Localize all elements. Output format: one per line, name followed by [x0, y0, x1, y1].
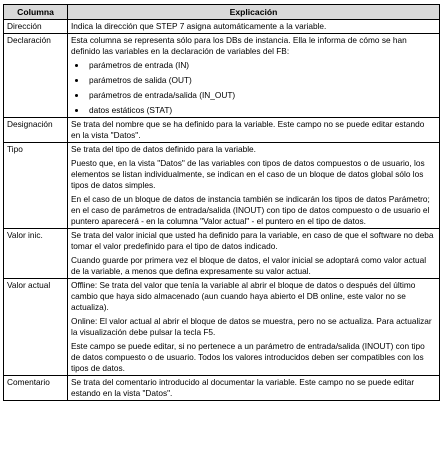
description-paragraph: Se trata del valor inicial que usted ha definido para la variable, en caso de que el software no deba tomar el valor predefinido para el tipo de datos indicado.: [71, 230, 434, 251]
list-item: parámetros de salida (OUT): [71, 75, 435, 86]
header-columna: Columna: [4, 5, 68, 20]
table-row: [4, 229, 440, 279]
description-paragraph: Indica la dirección que STEP 7 asigna automáticamente a la variable.: [71, 21, 327, 31]
row-term: Tipo: [4, 143, 68, 229]
row-description: [68, 143, 440, 229]
row-description: [68, 229, 440, 279]
table-row: [4, 143, 440, 229]
description-paragraph: Offline: Se trata del valor que tenía la variable al abrir el bloque de datos o después del último cambio que haya sido almacenado (aun cuando haya abierto el DB online, este valor no se actualiza).: [71, 280, 416, 312]
description-paragraph: Esta columna se representa sólo para los DBs de instancia. Ella le informa de cómo se han definido las variables en la declaración de variables del FB:: [71, 35, 407, 56]
description-paragraph: Cuando guarde por primera vez el bloque de datos, el valor inicial se adoptará como valor actual de la variable, a menos que defina expresamente su valor actual.: [71, 255, 427, 276]
header-explicacion: Explicación: [68, 5, 440, 20]
list-item: datos estáticos (STAT): [71, 105, 435, 116]
variables-table: [3, 4, 440, 401]
row-term: Comentario: [4, 376, 68, 401]
description-paragraph: Puesto que, en la vista "Datos" de las variables con tipos de datos compuestos o de usuario, los elementos se listan individualmente, se indican en el caso de un bloque de datos global sólo los tipos de datos simples.: [71, 158, 425, 190]
description-paragraph: Se trata del nombre que se ha definido para la variable. Este campo no se puede editar estando en la vista "Datos".: [71, 119, 425, 140]
row-description: [68, 34, 440, 118]
table-header-row: [4, 5, 440, 20]
description-paragraph: Online: El valor actual al abrir el bloque de datos se muestra, pero no se actualiza. Para actualizar la visualización debe pulsar la tecla F5.: [71, 316, 432, 337]
row-description: [68, 20, 440, 34]
row-term: Valor inic.: [4, 229, 68, 279]
description-paragraph: En el caso de un bloque de datos de instancia también se indicarán los tipos de datos Parámetro; en el caso de parámetros de entrada/salida (INOUT) con tipo de datos compuesto o de usuario el puntero aparecerá - en la columna "Valor actual" - el puntero en el tipo de datos.: [71, 194, 430, 226]
table-row: [4, 376, 440, 401]
row-description: [68, 118, 440, 143]
description-paragraph: Se trata del comentario introducido al documentar la variable. Este campo no se puede editar estando en la vista "Datos".: [71, 377, 415, 398]
row-description: [68, 376, 440, 401]
table-row: [4, 279, 440, 376]
row-description: [68, 279, 440, 376]
list-item: parámetros de entrada (IN): [71, 60, 435, 71]
row-term: Valor actual: [4, 279, 68, 376]
declaration-list: [71, 60, 435, 116]
table-row: [4, 20, 440, 34]
row-term: Dirección: [4, 20, 68, 34]
row-term: Designación: [4, 118, 68, 143]
description-paragraph: Se trata del tipo de datos definido para la variable.: [71, 144, 256, 154]
list-item: parámetros de entrada/salida (IN_OUT): [71, 90, 435, 101]
description-paragraph: Este campo se puede editar, si no pertenece a un parámetro de entrada/salida (INOUT) con tipo de datos compuesto o de usuario. Todos los valores introducidos deben ser compatibles con los tipos de datos.: [71, 341, 425, 373]
row-term: Declaración: [4, 34, 68, 118]
table-row: [4, 34, 440, 118]
table-row: [4, 118, 440, 143]
